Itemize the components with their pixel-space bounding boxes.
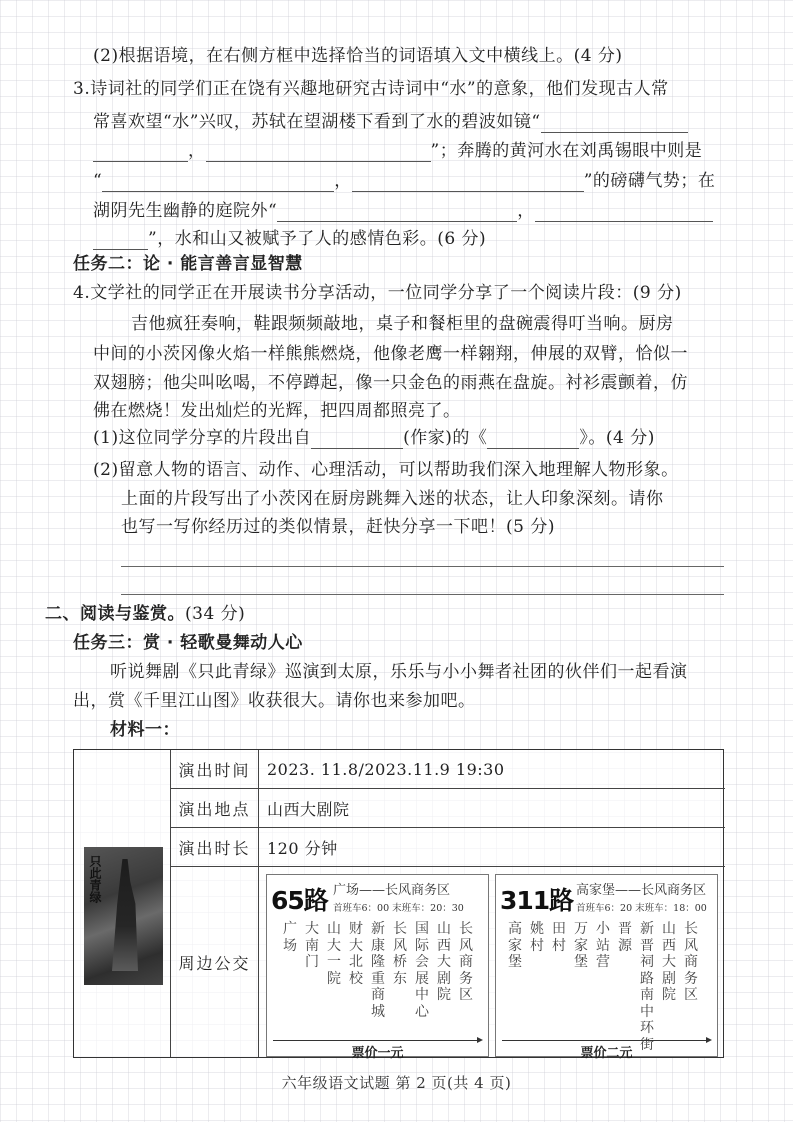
- bus-fare: 票价二元: [580, 1046, 633, 1061]
- section2-score: (34 分): [185, 604, 246, 624]
- q4-sub1-text: (1)这位同学分享的片段出自: [93, 428, 312, 448]
- row-bus: [171, 867, 725, 1061]
- bus-stop: 田村: [552, 921, 566, 954]
- writing-line-1[interactable]: [121, 566, 724, 567]
- row-venue: [171, 789, 725, 828]
- q4-sub2-line1: (2)留意人物的语言、动作、心理活动，可以帮助我们深入地理解人物形象。: [93, 460, 679, 480]
- dancer-figure: [112, 859, 138, 971]
- q4-sub2-line3: 也写一写你经历过的类似情景，赶快分享一下吧！(5 分): [121, 517, 555, 537]
- author-blank[interactable]: [311, 431, 403, 449]
- bus-stop: 大南门: [305, 921, 319, 970]
- q3-quote: “: [93, 171, 103, 191]
- answer-blank-2[interactable]: [93, 144, 188, 162]
- answer-blank-5[interactable]: [352, 174, 584, 192]
- answer-blank-7[interactable]: [535, 204, 713, 222]
- q3-sep: ，: [334, 171, 352, 191]
- q4-sub1: [93, 427, 655, 449]
- bus-stop: 高家堡: [508, 921, 522, 970]
- q4-intro: 4.文学社的同学正在开展读书分享活动，一位同学分享了一个阅读片段：(9 分): [73, 283, 682, 303]
- section2-heading: [45, 603, 245, 625]
- bus-stop: 新康隆重商城: [371, 921, 385, 1020]
- bus-stop: 姚村: [530, 921, 544, 954]
- answer-blank-4[interactable]: [102, 174, 334, 192]
- bus-fare: 票价一元: [351, 1046, 404, 1061]
- task3-title: 任务三：赏 · 轻歌曼舞动人心: [73, 633, 303, 653]
- bus-number: 65路: [271, 886, 328, 915]
- row-duration: [171, 828, 725, 867]
- passage-line-2: 中间的小茨冈像火焰一样熊熊燃烧，他像老鹰一样翱翔，伸展的双臂，恰似一: [93, 344, 688, 364]
- bus-stops: [279, 921, 477, 1020]
- q2-sub2: (2)根据语境，在右侧方框中选择恰当的词语填入文中横线上。(4 分): [93, 46, 623, 66]
- q3-line3-text: ”；奔腾的黄河水在刘禹锡眼中则是: [430, 141, 703, 161]
- label-bus: 周边公交: [171, 867, 259, 1057]
- task2-title: 任务二：论 · 能言善言显智慧: [73, 254, 303, 274]
- bus-card-311: [495, 874, 718, 1061]
- q4-sub1-text-2: (作家)的《: [403, 428, 488, 448]
- book-title-blank[interactable]: [487, 431, 579, 449]
- bus-route: 高家堡——长风商务区: [576, 883, 707, 898]
- label-duration: 演出时长: [171, 828, 259, 866]
- q4-sub2-line2: 上面的片段写出了小茨冈在厨房跳舞入迷的状态，让人印象深刻。请你: [121, 489, 664, 509]
- q3-line1: 3.诗词社的同学们正在饶有兴趣地研究古诗词中“水”的意象，他们发现古人常: [73, 79, 669, 99]
- bus-stop: 小站营: [596, 921, 610, 970]
- label-time: 演出时间: [171, 750, 259, 788]
- bus-times: 首班车6：20 末班车：18：00: [576, 903, 707, 914]
- writing-line-2[interactable]: [121, 594, 724, 595]
- q3-line3: [93, 140, 702, 162]
- bus-stop: 广场: [283, 921, 297, 954]
- bus-stop: 万家堡: [574, 921, 588, 970]
- q3-line2: [93, 111, 688, 133]
- value-time: 2023. 11.8/2023.11.9 19:30: [267, 759, 505, 779]
- answer-blank-1[interactable]: [541, 115, 688, 133]
- q3-line4-text: ”的磅礴气势；在: [583, 171, 716, 191]
- value-venue: 山西大剧院: [267, 799, 350, 819]
- poster-cell: [74, 750, 171, 1057]
- value-duration: 120 分钟: [267, 838, 338, 858]
- row-time: [171, 750, 725, 789]
- poster-title: 只此青绿: [88, 855, 102, 903]
- passage-line-3: 双翅膀；他尖叫吆喝，不停蹲起，像一只金色的雨燕在盘旋。衬衫震颤着，仿: [93, 373, 688, 393]
- q3-line5: [93, 200, 713, 222]
- bus-stop: 山大一院: [327, 921, 341, 987]
- bus-times: 首班车6：00 末班车：20：30: [333, 903, 464, 914]
- answer-blank-6[interactable]: [277, 204, 517, 222]
- q3-line6: [93, 228, 486, 250]
- answer-blank-3[interactable]: [206, 144, 431, 162]
- bus-stop: 财大北校: [349, 921, 363, 987]
- q3-line5-text: 湖阴先生幽静的庭院外“: [93, 201, 278, 221]
- q3-line2-text: 常喜欢望“水”兴叹，苏轼在望湖楼下看到了水的碧波如镜“: [93, 112, 541, 132]
- bus-stops: [504, 921, 702, 1053]
- bus-card-65: [266, 874, 489, 1061]
- bus-stop: 长风商务区: [459, 921, 473, 1003]
- bus-stop: 晋源: [618, 921, 632, 954]
- task3-intro-2: 出，赏《千里江山图》收获很大。请你也来参加吧。: [73, 691, 476, 711]
- bus-stop: 新晋祠路南中环街: [640, 921, 654, 1053]
- q3-sep: ，: [188, 141, 206, 161]
- passage-line-4: 佛在燃烧！发出灿烂的光辉，把四周都照亮了。: [93, 401, 461, 421]
- passage-line-1: 吉他疯狂奏响，鞋跟频频敲地，桌子和餐柜里的盘碗震得叮当响。厨房: [131, 314, 674, 334]
- bus-route: 广场——长风商务区: [333, 883, 451, 898]
- q4-sub1-text-3: 》。(4 分): [579, 428, 655, 448]
- bus-stop: 国际会展中心: [415, 921, 429, 1020]
- bus-stop: 长风桥东: [393, 921, 407, 987]
- route-arrow-icon: [502, 1040, 710, 1041]
- bus-stop: 长风商务区: [684, 921, 698, 1003]
- q3-line4: [93, 170, 715, 192]
- bus-number: 311路: [500, 886, 574, 915]
- bus-stop: 山西大剧院: [437, 921, 451, 1003]
- q3-sep: ，: [517, 201, 535, 221]
- route-arrow-icon: [273, 1040, 481, 1041]
- label-venue: 演出地点: [171, 789, 259, 827]
- section2-title: 二、阅读与鉴赏。: [45, 604, 185, 624]
- poster-image: [84, 847, 163, 985]
- performance-info-table: [73, 749, 724, 1061]
- bus-stop: 山西大剧院: [662, 921, 676, 1003]
- page-footer: 六年级语文试题 第 2 页(共 4 页): [281, 1074, 512, 1092]
- answer-blank-8[interactable]: [93, 232, 148, 250]
- material-label: 材料一：: [110, 720, 180, 740]
- q3-line6-text: ”，水和山又被赋予了人的感情色彩。(6 分): [148, 229, 487, 249]
- task3-intro-1: 听说舞剧《只此青绿》巡演到太原，乐乐与小小舞者社团的伙伴们一起看演: [110, 662, 688, 682]
